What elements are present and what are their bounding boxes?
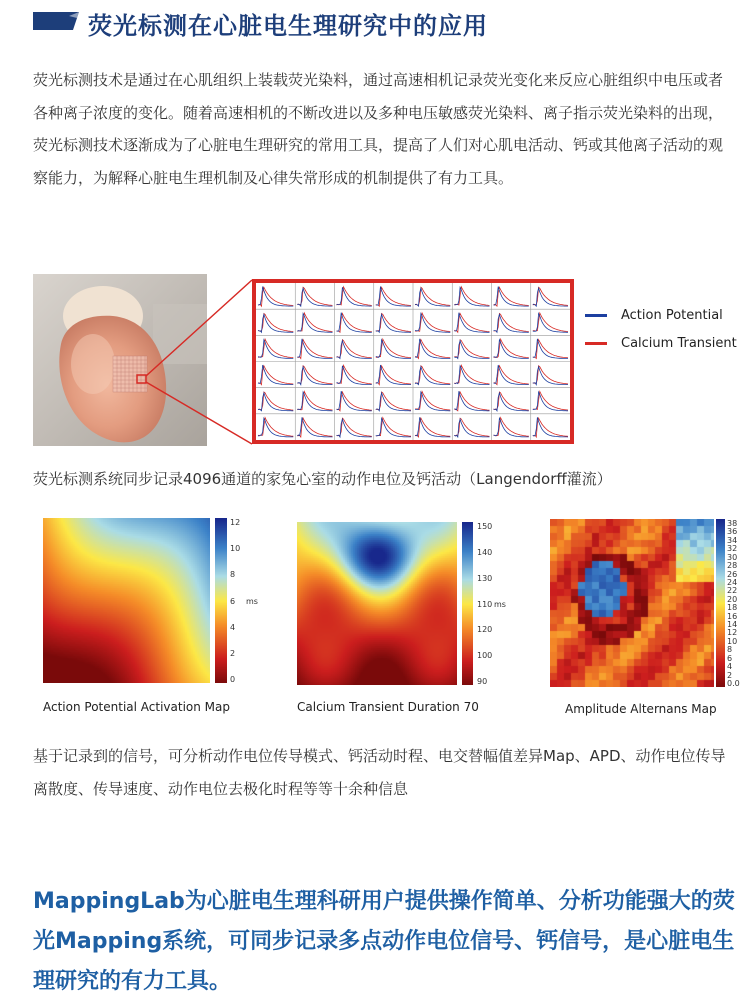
action-potential-trace: [454, 391, 489, 411]
product-highlight: MappingLab为心脏电生理科研用户提供操作简单、分析功能强大的荧光Mapping系统，可同步记录多点动作电位信号、钙信号，是心脏电生理研究的有力工具。: [33, 889, 735, 994]
colorbar-tick-label: 24: [727, 577, 738, 587]
action-potential-trace: [258, 340, 293, 359]
action-potential-trace: [415, 417, 450, 437]
action-potential-trace: [533, 417, 568, 437]
activation-map: [43, 518, 258, 687]
colorbar-tick-label: 8: [230, 570, 236, 580]
figure-caption: 荧光标测系统同步记录4096通道的家兔心室的动作电位及钙活动（Langendorff灌流）: [33, 470, 612, 488]
calcium-duration-map-label: Calcium Transient Duration 70: [297, 700, 479, 714]
colorbar-tick-label: 12: [727, 628, 738, 638]
calcium-trace: [337, 314, 372, 333]
colorbar-tick-label: 20: [727, 594, 738, 604]
page-title: 荧光标测在心脏电生理研究中的应用: [88, 12, 488, 40]
colorbar-tick-label: 34: [727, 535, 738, 545]
activation-unit: ms: [246, 597, 258, 606]
colorbar-tick-label: 12: [230, 518, 241, 527]
action-potential-trace: [494, 365, 529, 385]
action-potential-trace: [415, 339, 450, 359]
intro-paragraph: 荧光标测技术是通过在心肌组织上装载荧光染料，通过高速相机记录荧光变化来反应心脏组织中电压或者各种离子浓度的变化。随着高速相机的不断改进以及多种电压敏感荧光染料、离子指示荧光染料的出现，荧光标测技术逐渐成为了心脏电生理研究的常用工具，提高了人们对心肌电活动、钙或其他离子活动的观察能力，为解释心脏电生理机制及心律失常形成的机制提供了有力工具。: [33, 71, 724, 187]
colorbar-tick-label: 4: [230, 622, 236, 632]
colorbar-tick-label: 2: [230, 648, 236, 658]
colorbar-tick-label: 10: [727, 636, 738, 646]
action-potential-trace: [376, 418, 411, 437]
action-potential-trace: [258, 365, 293, 385]
calcium-colorbar: [462, 522, 473, 685]
action-potential-trace: [376, 287, 411, 307]
colorbar-tick-label: 8: [727, 645, 733, 655]
alternans-colorbar: [716, 519, 725, 687]
colorbar-tick-label: 0: [230, 675, 236, 684]
calcium-trace: [415, 418, 450, 437]
calcium-trace: [258, 366, 293, 385]
activation-colorbar: [215, 518, 227, 683]
colorbar-tick-label: 36: [727, 527, 738, 537]
action-potential-trace: [376, 365, 411, 385]
action-potential-trace: [337, 391, 372, 411]
action-potential-trace: [494, 287, 529, 307]
colorbar-tick-label: 4: [727, 662, 733, 672]
analysis-paragraph: 基于记录到的信号，可分析动作电位传导模式、钙活动时程、电交替幅值差异Map、APD、动作电位传导离散度、传导速度、动作电位去极化时程等等十余种信息: [33, 747, 726, 798]
alternans-map-label: Amplitude Alternans Map: [565, 702, 717, 716]
legend-label: Action Potential: [621, 308, 723, 323]
legend-item-calcium-transient: [585, 336, 737, 356]
trace-panel: [252, 279, 574, 444]
colorbar-tick-label: 32: [727, 544, 738, 554]
action-potential-trace: [494, 340, 529, 359]
colorbar-tick-label: 0.0: [727, 679, 740, 688]
colorbar-tick-label: 140: [477, 547, 493, 557]
colorbar-tick-label: 130: [477, 573, 493, 583]
action-potential-trace: [454, 366, 489, 385]
action-potential-trace: [533, 339, 568, 359]
calcium-trace: [494, 366, 529, 385]
blue-line-icon: [585, 314, 607, 317]
action-potential-trace: [376, 340, 411, 359]
action-potential-trace: [297, 339, 332, 359]
action-potential-trace: [258, 287, 293, 307]
calcium-duration-canvas: [297, 522, 457, 685]
electrode-grid: [113, 356, 147, 392]
colorbar-tick-label: 38: [727, 519, 738, 528]
action-potential-trace: [454, 287, 489, 306]
alternans-map: [550, 519, 740, 691]
colorbar-tick-label: 14: [727, 620, 738, 630]
colorbar-tick-label: 90: [477, 677, 488, 686]
action-potential-trace: [337, 313, 372, 333]
colorbar-tick-label: 16: [727, 611, 738, 621]
alternans-canvas: [550, 519, 714, 687]
calcium-duration-map: [297, 522, 506, 689]
calcium-trace: [258, 287, 293, 306]
action-potential-trace: [533, 314, 568, 333]
legend-label: Calcium Transient: [621, 336, 737, 351]
colorbar-tick-label: 6: [230, 596, 236, 606]
colorbar-tick-label: 30: [727, 552, 738, 562]
action-potential-trace: [454, 313, 489, 333]
colorbar-tick-label: 2: [727, 670, 733, 680]
calcium-trace: [337, 392, 372, 411]
red-line-icon: [585, 342, 607, 345]
trace-grid: [256, 283, 570, 440]
activation-map-label: Action Potential Activation Map: [43, 700, 230, 714]
activation-map-canvas: [43, 518, 210, 683]
action-potential-trace: [415, 392, 450, 411]
action-potential-trace: [258, 418, 293, 437]
colorbar-tick-label: 22: [727, 586, 738, 596]
calcium-unit: ms: [494, 600, 506, 609]
action-potential-trace: [297, 417, 332, 437]
action-potential-trace: [533, 392, 568, 411]
calcium-trace: [415, 340, 450, 359]
legend-item-action-potential: [585, 308, 723, 328]
title-decoration-icon: [33, 12, 79, 30]
colorbar-tick-label: 18: [727, 603, 738, 613]
colorbar-tick-label: 26: [727, 569, 738, 579]
heart-photo: [33, 274, 207, 446]
colorbar-tick-label: 28: [727, 561, 738, 571]
colorbar-tick-label: 6: [727, 653, 733, 663]
colorbar-tick-label: 10: [230, 544, 241, 554]
colorbar-tick-label: 110: [477, 599, 493, 609]
colorbar-tick-label: 150: [477, 522, 493, 531]
colorbar-tick-label: 100: [477, 651, 493, 661]
calcium-trace: [494, 287, 529, 306]
colorbar-tick-label: 120: [477, 625, 493, 635]
action-potential-trace: [494, 418, 529, 437]
